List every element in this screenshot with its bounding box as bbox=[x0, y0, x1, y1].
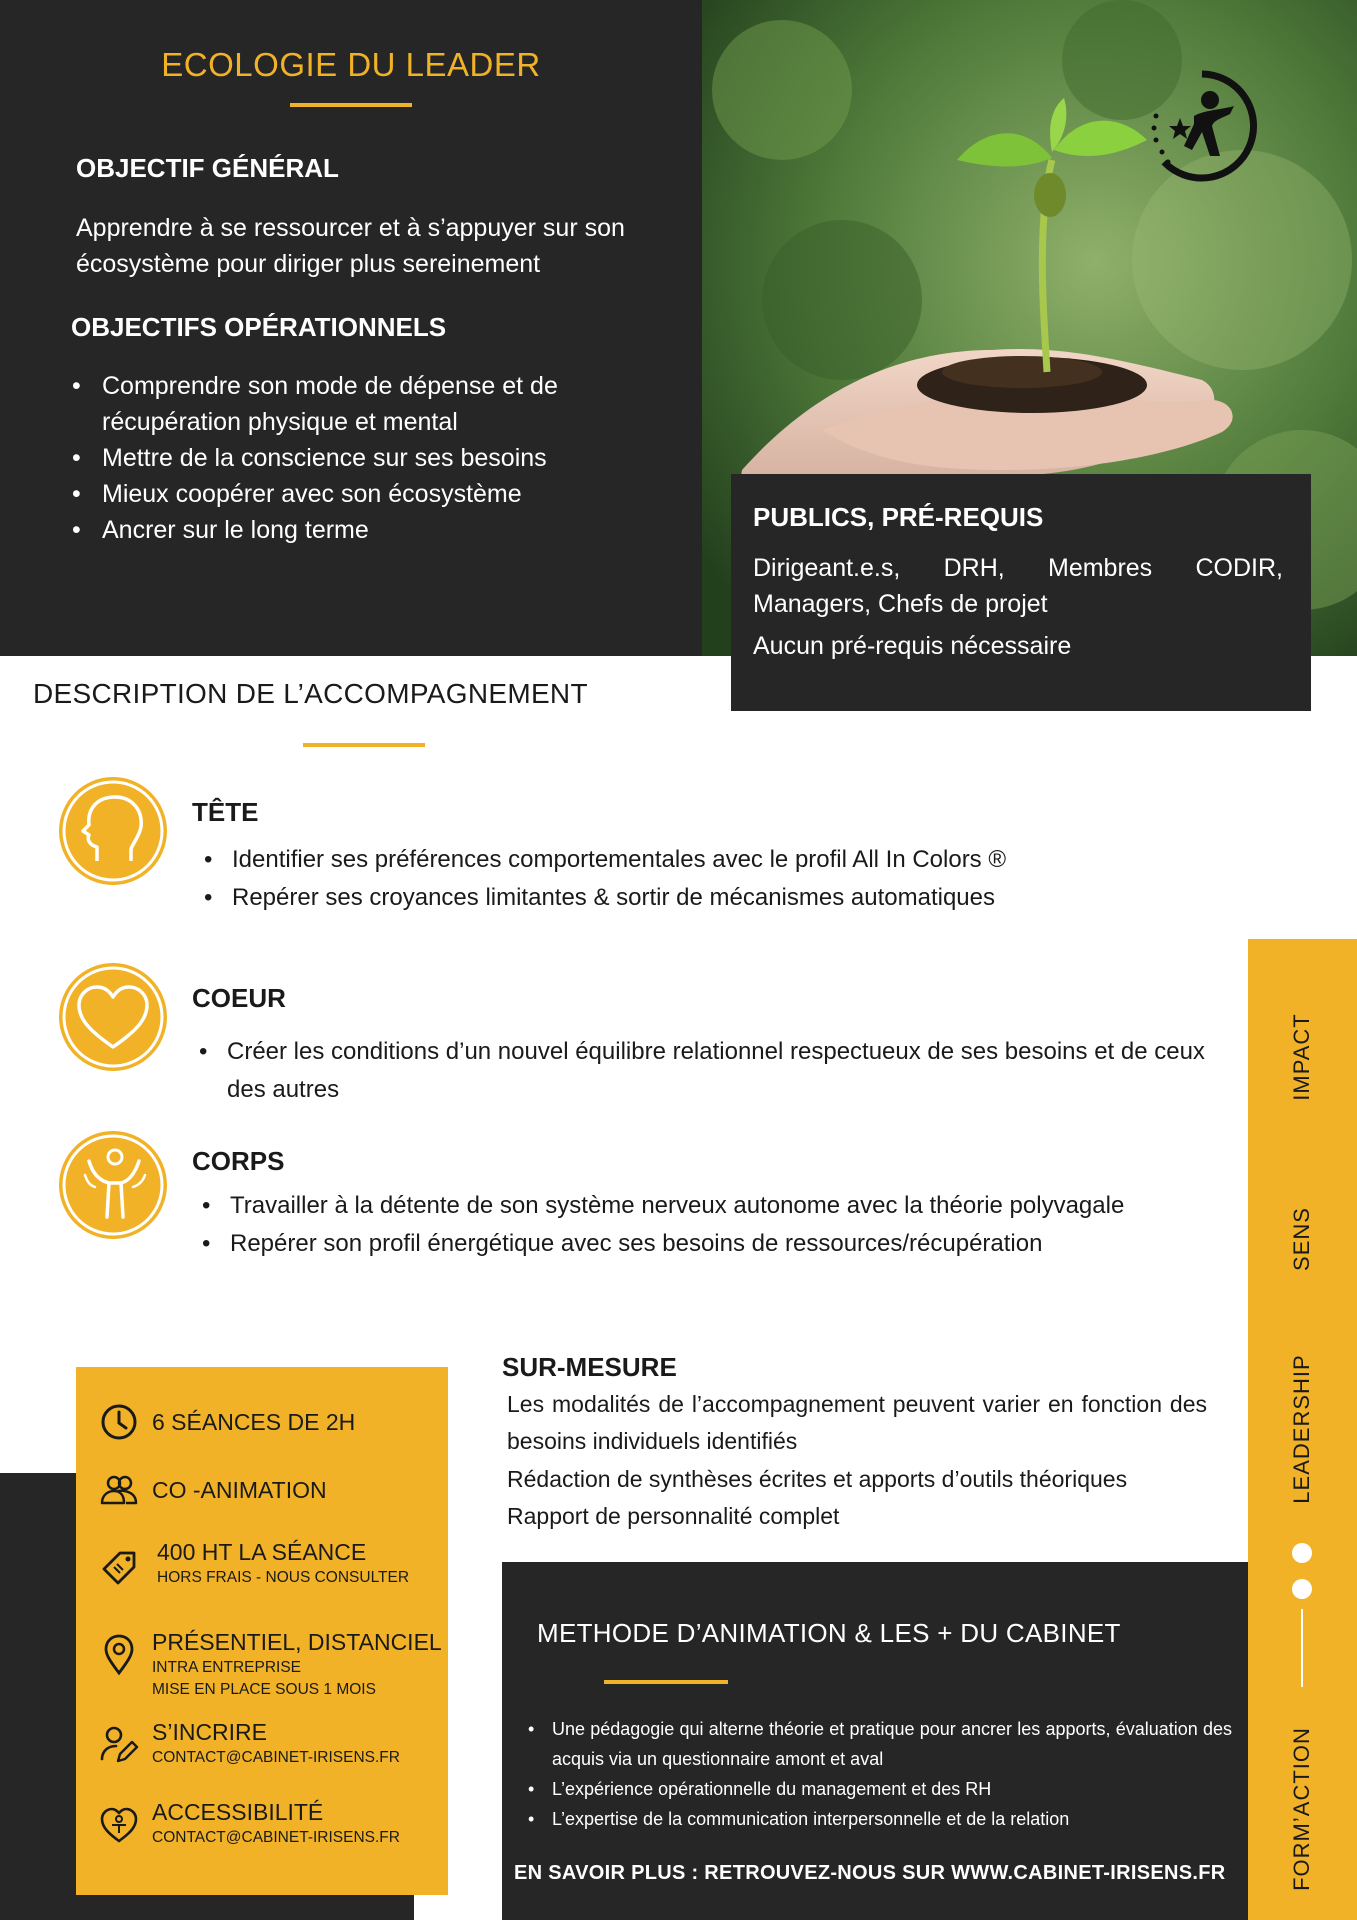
sur-mesure-line-2: Rédaction de synthèses écrites et apports d’outils théoriques bbox=[507, 1466, 1128, 1492]
publics-prerequis-box bbox=[731, 474, 1311, 711]
methode-underline bbox=[604, 1680, 728, 1684]
info-accessibility-label: ACCESSIBILITÉ bbox=[152, 1799, 324, 1825]
cabinet-logo-icon bbox=[1142, 66, 1262, 186]
info-price-sub: HORS FRAIS - NOUS CONSULTER bbox=[157, 1569, 410, 1586]
band-line bbox=[1301, 1609, 1303, 1687]
location-pin-icon bbox=[98, 1633, 140, 1675]
section-corps-list bbox=[198, 1187, 1230, 1263]
description-underline bbox=[303, 743, 425, 747]
methode-box bbox=[502, 1562, 1248, 1920]
info-location-label: PRÉSENTIEL, DISTANCIEL bbox=[152, 1629, 442, 1655]
body-icon bbox=[59, 1131, 167, 1239]
clock-icon bbox=[98, 1401, 140, 1443]
list-item: • Ancrer sur le long terme bbox=[70, 512, 690, 548]
people-icon bbox=[98, 1469, 140, 1511]
list-item: • Repérer ses croyances limitantes & sortir de mécanismes automatiques bbox=[200, 879, 1240, 917]
description-title: DESCRIPTION DE L’ACCOMPAGNEMENT bbox=[33, 678, 588, 709]
list-item: • Repérer son profil énergétique avec ses besoins de ressources/récupération bbox=[198, 1225, 1230, 1263]
title-underline bbox=[290, 103, 412, 107]
list-item: • Travailler à la détente de son système nerveux autonome avec la théorie polyvagale bbox=[198, 1187, 1230, 1225]
info-register-email[interactable]: CONTACT@CABINET-IRISENS.FR bbox=[152, 1749, 400, 1766]
band-word-leadership: LEADERSHIP bbox=[1289, 1354, 1314, 1504]
band-dot bbox=[1292, 1543, 1312, 1563]
list-item: • Identifier ses préférences comportementales avec le profil All In Colors ® bbox=[200, 841, 1240, 879]
info-location-sub-1: INTRA ENTREPRISE bbox=[152, 1659, 301, 1676]
info-register-label: S’INCRIRE bbox=[152, 1719, 268, 1745]
publics-title: PUBLICS, PRÉ-REQUIS bbox=[753, 502, 1044, 532]
head-icon bbox=[59, 777, 167, 885]
section-coeur-title: COEUR bbox=[192, 983, 286, 1013]
objectifs-operationnels-title: OBJECTIFS OPÉRATIONNELS bbox=[71, 312, 447, 342]
section-tete-list bbox=[200, 841, 1240, 917]
publics-text: Dirigeant.e.s, DRH, Membres CODIR, Managers, Chefs de projet bbox=[753, 554, 1283, 618]
objectif-general-title: OBJECTIF GÉNÉRAL bbox=[76, 153, 339, 183]
info-card bbox=[76, 1367, 448, 1895]
band-word-formaction: FORM’ACTION bbox=[1289, 1727, 1314, 1891]
info-price-label: 400 HT LA SÉANCE bbox=[157, 1539, 367, 1565]
list-item: • Mettre de la conscience sur ses besoins bbox=[70, 440, 690, 476]
sur-mesure-title: SUR-MESURE bbox=[502, 1352, 677, 1382]
objectif-general-text: Apprendre à se ressourcer et à s’appuyer sur son écosystème pour diriger plus sereinement bbox=[76, 214, 625, 278]
prerequis-text: Aucun pré-requis nécessaire bbox=[753, 632, 1072, 660]
list-item: • L’expertise de la communication interpersonnelle et de la relation bbox=[524, 1804, 1232, 1834]
list-item: • Créer les conditions d’un nouvel équilibre relationnel respectueux de ses besoins et de ceux des autres bbox=[195, 1033, 1205, 1109]
info-location-sub-2: MISE EN PLACE SOUS 1 MOIS bbox=[152, 1681, 376, 1698]
objectifs-operationnels-list bbox=[70, 368, 690, 548]
methode-list bbox=[524, 1714, 1232, 1834]
document-title: ECOLOGIE DU LEADER bbox=[161, 46, 541, 83]
list-item: • Mieux coopérer avec son écosystème bbox=[70, 476, 690, 512]
info-co-animation-label: CO -ANIMATION bbox=[152, 1477, 327, 1503]
price-tag-icon bbox=[98, 1545, 140, 1587]
sur-mesure-line-3: Rapport de personnalité complet bbox=[507, 1503, 840, 1529]
band-word-impact: IMPACT bbox=[1289, 1013, 1314, 1101]
section-tete-title: TÊTE bbox=[192, 797, 259, 827]
methode-title: METHODE D’ANIMATION & LES + DU CABINET bbox=[537, 1618, 1121, 1648]
heart-icon bbox=[59, 963, 167, 1071]
list-item: • Une pédagogie qui alterne théorie et pratique pour ancrer les apports, évaluation des acquis via un questionnaire amont et aval bbox=[524, 1714, 1232, 1774]
values-band bbox=[1248, 939, 1357, 1920]
website-link[interactable]: EN SAVOIR PLUS : RETROUVEZ-NOUS SUR WWW.CABINET-IRISENS.FR bbox=[514, 1862, 1226, 1884]
info-sessions-label: 6 SÉANCES DE 2H bbox=[152, 1409, 356, 1435]
section-corps-title: CORPS bbox=[192, 1146, 285, 1176]
list-item: • Comprendre son mode de dépense et de récupération physique et mental bbox=[70, 368, 690, 440]
objectives-panel bbox=[0, 0, 702, 656]
sur-mesure-line-1: Les modalités de l’accompagnement peuvent varier en fonction des besoins individuels identifiés bbox=[507, 1391, 1207, 1454]
band-word-sens: SENS bbox=[1289, 1207, 1314, 1271]
list-item: • L’expérience opérationnelle du management et des RH bbox=[524, 1774, 1232, 1804]
accessibility-heart-icon bbox=[98, 1803, 140, 1845]
band-dot bbox=[1292, 1579, 1312, 1599]
user-edit-icon bbox=[98, 1723, 140, 1765]
section-coeur-list bbox=[195, 1033, 1205, 1109]
info-accessibility-email[interactable]: CONTACT@CABINET-IRISENS.FR bbox=[152, 1829, 400, 1846]
